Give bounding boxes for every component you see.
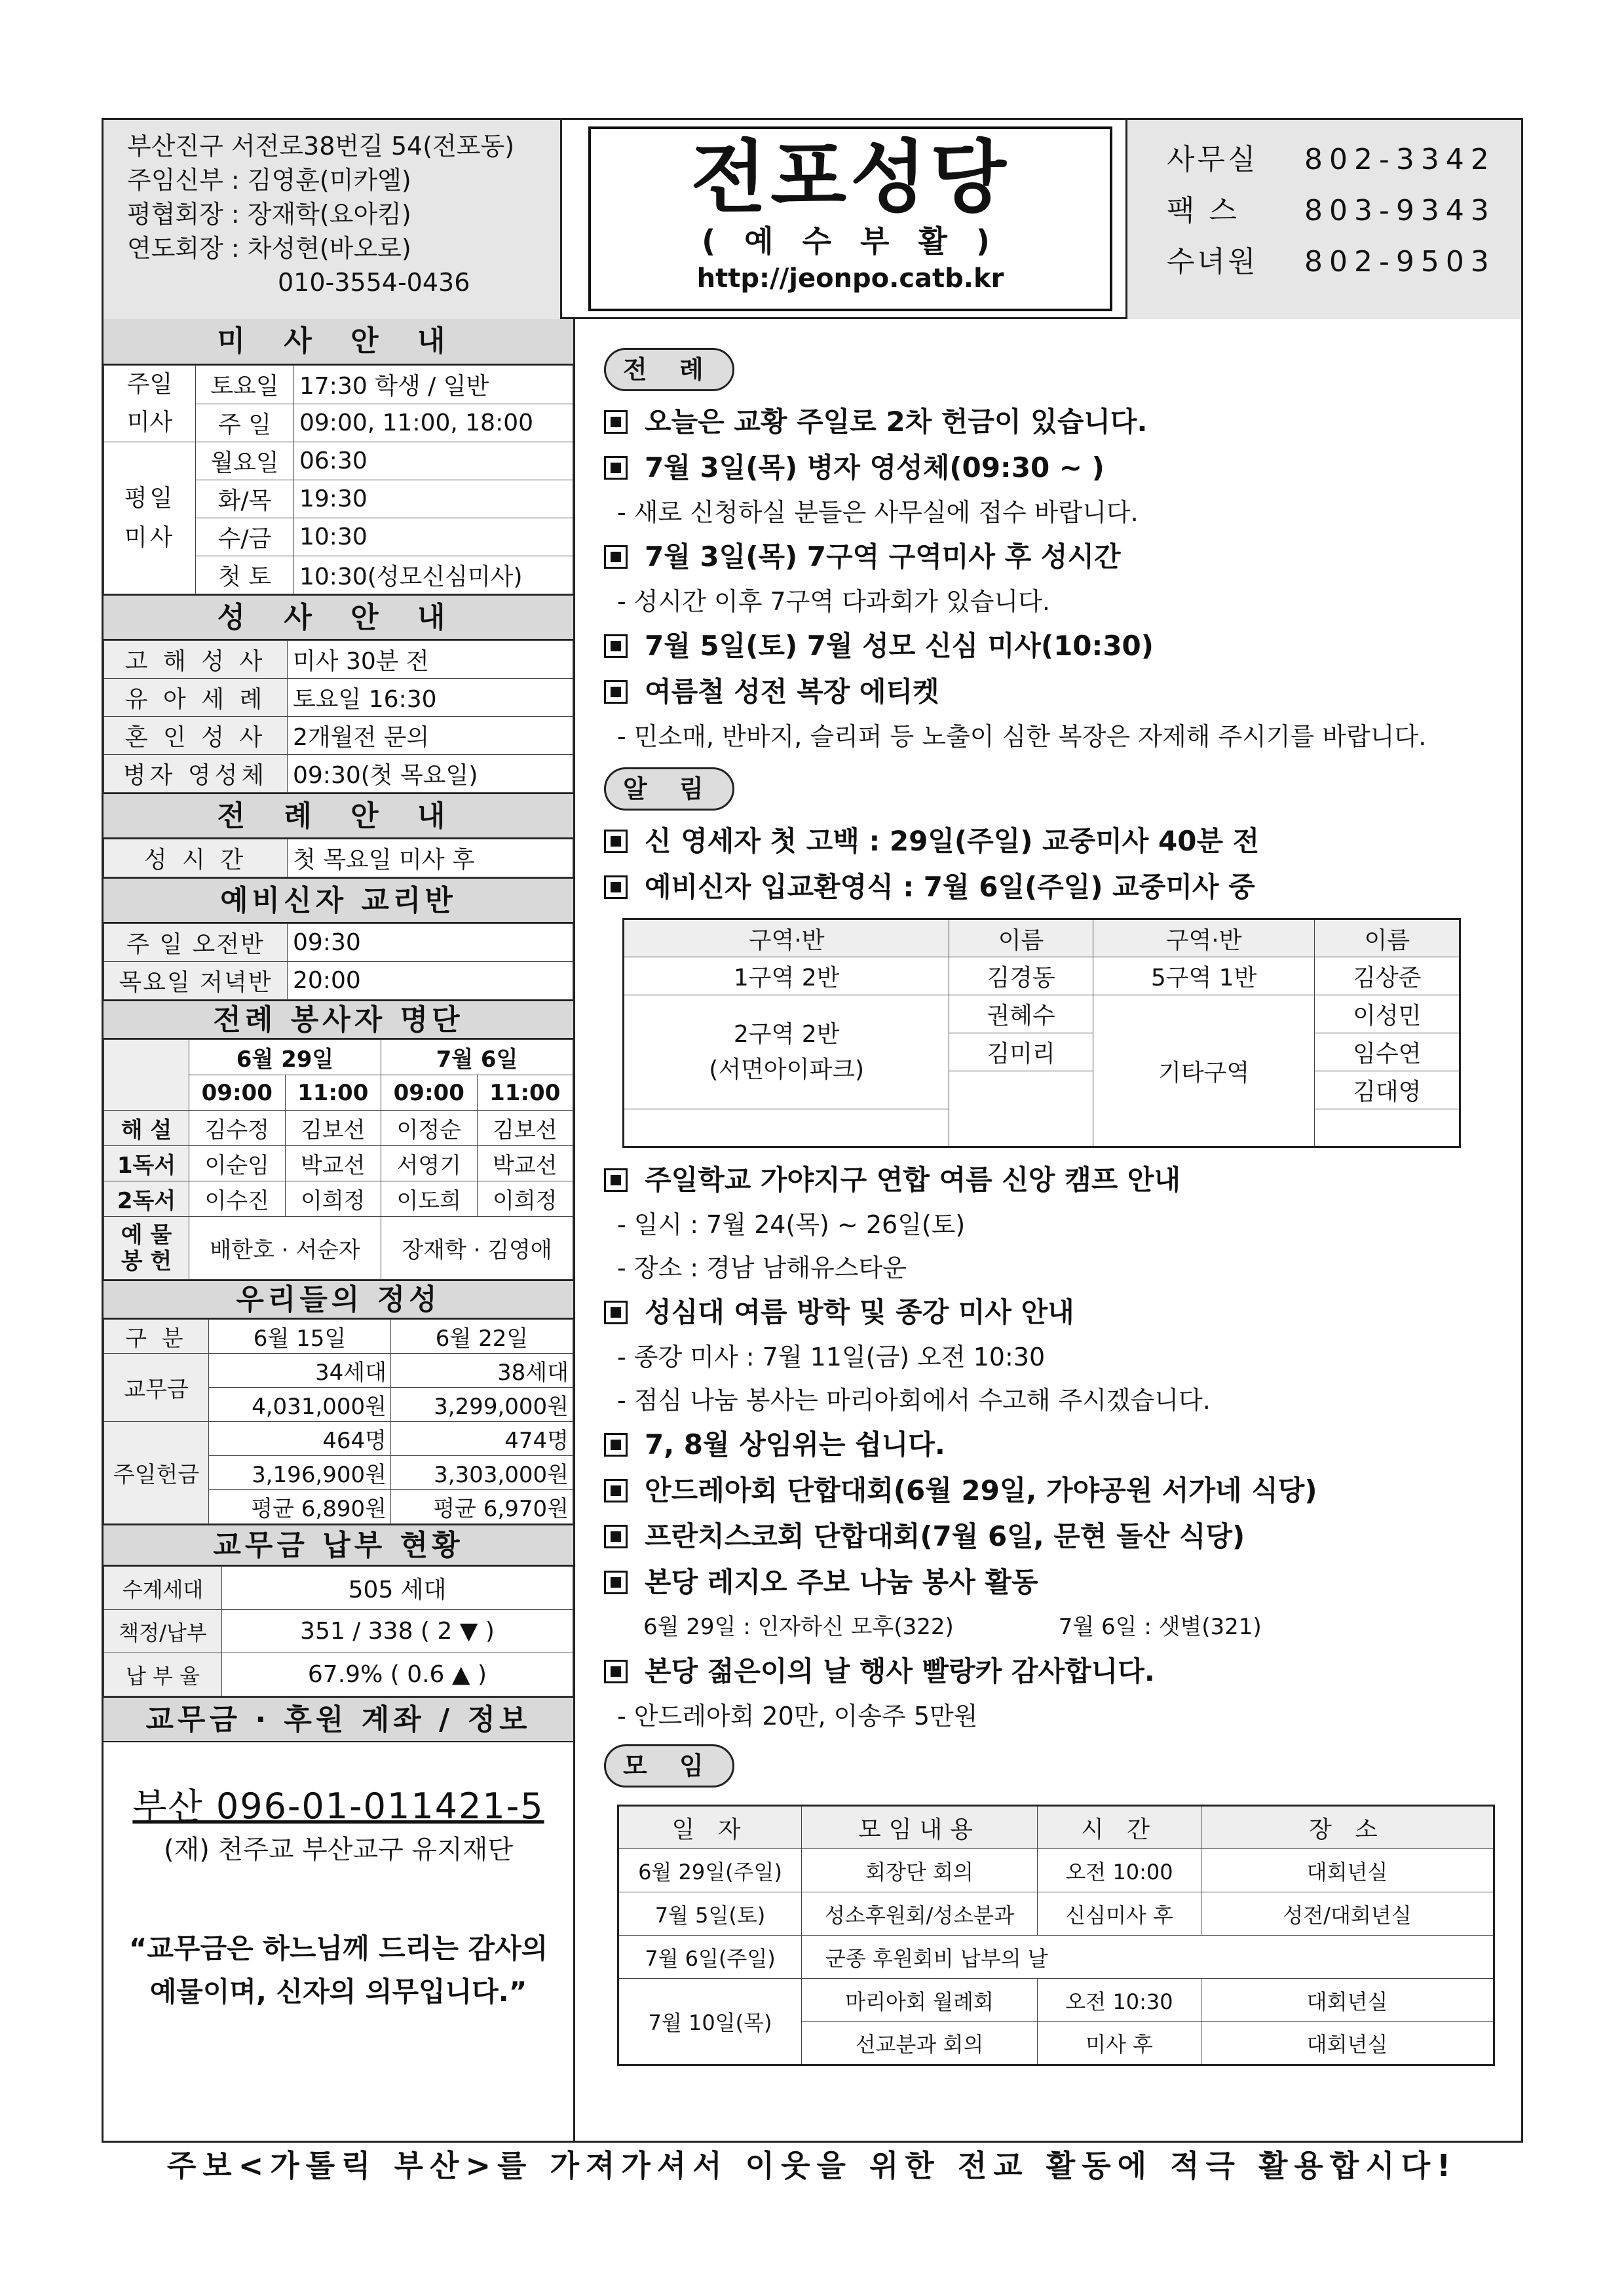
header: [104, 120, 1521, 319]
square-bullet-icon: [604, 875, 628, 899]
liturgy-tag: 전 례: [604, 348, 734, 391]
square-bullet-icon: [604, 1479, 628, 1502]
header-info: [104, 120, 562, 319]
account-title: 교무금 · 후원 계좌 / 정보: [104, 1696, 573, 1742]
notice-item: 7, 8월 상임위는 쉽니다.: [604, 1422, 1501, 1468]
liturgy-subitem: - 민소매, 반바지, 슬리퍼 등 노출이 심한 복장은 자제해 주시기를 바랍니다.: [617, 722, 1427, 751]
meetings-tag: 모 임: [604, 1744, 734, 1788]
sacraments-table: 고 해 성 사 미사 30분 전 유 아 세 례 토요일 16:30 혼 인 성 사 2개월전 문의 병자 영성체 09:30(첫 목요일): [104, 640, 573, 793]
council-president: 평협회장 : 장재학(요아킴): [127, 200, 411, 229]
website-link[interactable]: http://jeonpo.catb.kr: [696, 263, 1004, 294]
contact-office: 사무실 802-3342: [1167, 143, 1496, 176]
meetings-table: 일 자 모임내용 시 간 장 소 6월 29일(주일) 회장단 회의 오전 10:00 대회년실 7월 5일(토) 성소후원회/성소분과 신심미사 후 성전/대회년실 7월 6일(주일) 군종 후원회비 납부의 날 7월 10일(목) 마리아회 월례회 오전 10:30 대회년실 선교분과 회의 미사 후 대회년실: [617, 1805, 1495, 2066]
liturgy-subitem: - 성시간 이후 7구역 다과회가 있습니다.: [617, 587, 1050, 616]
staff-phone: 010-3554-0436: [278, 268, 470, 297]
account-number: 부산 096-01-011421-5: [132, 1786, 544, 1827]
offerings-table: 구 분 6월 15일 6월 22일 교무금 34세대 38세대 4,031,000원 3,299,000원 주일헌금 464명 474명 3,196,900원 3,303,000원 평균 6,890원 평균 6,970원: [104, 1319, 573, 1524]
church-name: 전포성당: [690, 131, 1010, 223]
square-bullet-icon: [604, 680, 628, 704]
contact-convent: 수녀원 802-9503: [1167, 245, 1496, 278]
liturgy-item: 7월 3일(목) 7구역 구역미사 후 성시간: [604, 534, 1501, 580]
right-column: 전 례 오늘은 교황 주일로 2차 헌금이 있습니다. 7월 3일(목) 병자 영성체(09:30 ~ ) - 새로 신청하실 분들은 사무실에 접수 바랍니다. 7월 3일(목) 7구역 구역미사 후 성시간 - 성시간 이후 7구역 다과회가 있습니다. 7월 5일(토) 7월 성모 신심 미사(10:30) 여름철 성전 복장 에티켓 - 민소매, 반바지, 슬리퍼 등 노출이 심한 복장은 자제해 주시기를 바랍니다. 알 림 신 영세자 첫 고백 : 29일(주일) 교중미사 40분 전 예비신자 입교환영식 : 7월 6일(주일) 교중미사 중 구역·반 이름 구역·반 이름 1구역 2반 김경동 5구역 1반 김상준 2구역 2반 (서면아이파크) 권혜수 기타구역 이성민 김미리 임수연 김대영 주일학교 가야지구 연합 여름 신앙 캠프 안내 - 일시 : 7월 24(목) ~ 26일(토) - 장소 : 경남 남해유스타운 성심대 여름 방학 및 종강 미사 안내 - 종강 미사 : 7월 11일(금) 오전 10:30 - 점심 나눔 봉사는 마리아회에서 수고해 주시겠습니다. 7, 8월 상임위는 쉽니다. 안드레아회 단합대회(6월 29일, 가야공원 서가네 식당) 프란치스코회 단합대회(7월 6일, 문현 돌산 식당) 본당 레지오 주보 나눔 봉사 활동 6월 29일 : 인자하신 모후(322) 7월 6일 : 샛별(321) 본당 젊은이의 날 행사 빨랑카 감사합니다. - 안드레아회 20만, 이송주 5만원 모 임 일 자 모임내용 시 간 장 소 6월 29일(주일) 회장단 회의 오전 10:00 대회년실 7월 5일(토) 성소후원회/성소분과 신심미사 후 성전/대회년실 7월 6일(주일) 군종 후원회비 납부의 날 7월 10일(목) 마리아회 월례회 오전 10:30 대회년실 선교분과 회의 미사 후 대회년실: [578, 319, 1521, 2143]
address: 부산진구 서전로38번길 54(전포동): [127, 132, 515, 161]
catechumen-roster: 구역·반 이름 구역·반 이름 1구역 2반 김경동 5구역 1반 김상준 2구역 2반 (서면아이파크) 권혜수 기타구역 이성민 김미리 임수연 김대영: [622, 918, 1461, 1148]
offerings-title: 우리들의 정성: [104, 1280, 573, 1319]
catechumen-table: 주 일 오전반 09:30 목요일 저녁반 20:00: [104, 923, 573, 1000]
notice-item: 프란치스코회 단합대회(7월 6일, 문현 돌산 식당): [604, 1514, 1501, 1559]
notice-item: 신 영세자 첫 고백 : 29일(주일) 교중미사 40분 전: [604, 818, 1501, 864]
notice-item: 본당 젊은이의 날 행사 빨랑카 감사합니다.: [604, 1649, 1501, 1694]
square-bullet-icon: [604, 545, 628, 569]
tithe-quote-2: 예물이며, 신자의 의무입니다.”: [149, 1976, 527, 2008]
square-bullet-icon: [604, 1571, 628, 1594]
square-bullet-icon: [604, 830, 628, 853]
square-bullet-icon: [604, 456, 628, 480]
liturgy-subitem: - 새로 신청하실 분들은 사무실에 접수 바랍니다.: [617, 498, 1139, 527]
notice-item: 성심대 여름 방학 및 종강 미사 안내: [604, 1290, 1501, 1335]
notice-item: 예비신자 입교환영식 : 7월 6일(주일) 교중미사 중: [604, 864, 1501, 910]
contact-fax: 팩 스 803-9343: [1167, 194, 1496, 227]
liturgy-item: 7월 5일(토) 7월 성모 신심 미사(10:30): [604, 623, 1501, 669]
notice-item: 안드레아회 단합대회(6월 29일, 가야공원 서가네 식당): [604, 1468, 1501, 1514]
servers-table: 6월 29일 7월 6일 09:00 11:00 09:00 11:00 해 설 김수정 김보선 이정순 김보선 1독서 이순임 박교선 서영기 박교선 2독서 이수진 이희정 이도희 이희정 예 물 봉 헌 배한호 · 서순자 장재학 · 김영애: [104, 1039, 573, 1280]
notice-item: 주일학교 가야지구 연합 여름 신앙 캠프 안내: [604, 1157, 1501, 1203]
servers-title: 전례 봉사자 명단: [104, 1000, 573, 1039]
square-bullet-icon: [604, 1433, 628, 1457]
square-bullet-icon: [604, 1660, 628, 1683]
liturgy-info-title: 전 례 안 내: [104, 793, 573, 839]
footer-note: 주보<가톨릭 부산>를 가져가셔서 이웃을 위한 전교 활동에 적극 활용합시다!: [166, 2148, 1458, 2183]
sacraments-title: 성 사 안 내: [104, 594, 573, 640]
bulletin-page: [102, 118, 1523, 2143]
tithe-status-title: 교무금 납부 현황: [104, 1524, 573, 1566]
season: ( 예 수 부 활 ): [702, 223, 999, 259]
square-bullet-icon: [604, 1525, 628, 1548]
notice-item: 본당 레지오 주보 나눔 봉사 활동: [604, 1559, 1501, 1605]
mass-title: 미 사 안 내: [104, 319, 573, 365]
notices-tag: 알 림: [604, 767, 734, 811]
tithe-quote-1: “교무금은 하느님께 드리는 감사의: [128, 1932, 548, 1964]
liturgy-item: 여름철 성전 복장 에티켓: [604, 669, 1501, 715]
mass-table: 주일 미사 토요일 17:30 학생 / 일반 주 일 09:00, 11:00, 18:00 평일 미사 월요일 06:30 화/목 19:30 수/금 10:30 첫 토 10:30(성모신심미사): [104, 365, 573, 594]
square-bullet-icon: [604, 1168, 628, 1192]
liturgy-list: [604, 399, 1501, 758]
legio-schedule: 6월 29일 : 인자하신 모후(322) 7월 6일 : 샛별(321): [643, 1614, 1262, 1640]
account-owner: (재) 천주교 부산교구 유지재단: [163, 1835, 514, 1865]
account-info: [104, 1742, 573, 2014]
square-bullet-icon: [604, 1301, 628, 1324]
tithe-status-table: 수계세대 505 세대 책정/납부 351 / 338 ( 2 ▼ ) 납 부 율 67.9% ( 0.6 ▲ ): [104, 1566, 573, 1696]
square-bullet-icon: [604, 410, 628, 434]
funeral-president: 연도회장 : 차성현(바오로): [127, 234, 411, 263]
catechumen-title: 예비신자 교리반: [104, 877, 573, 923]
liturgy-item: 오늘은 교황 주일로 2차 헌금이 있습니다.: [604, 399, 1501, 445]
liturgy-info-table: 성 시 간 첫 목요일 미사 후: [104, 839, 573, 877]
contact-box: [1125, 120, 1521, 319]
left-column: [104, 319, 575, 2143]
pastor: 주임신부 : 김영훈(미카엘): [127, 166, 411, 195]
title-box: [588, 126, 1112, 311]
liturgy-item: 7월 3일(목) 병자 영성체(09:30 ~ ): [604, 445, 1501, 491]
square-bullet-icon: [604, 634, 628, 658]
